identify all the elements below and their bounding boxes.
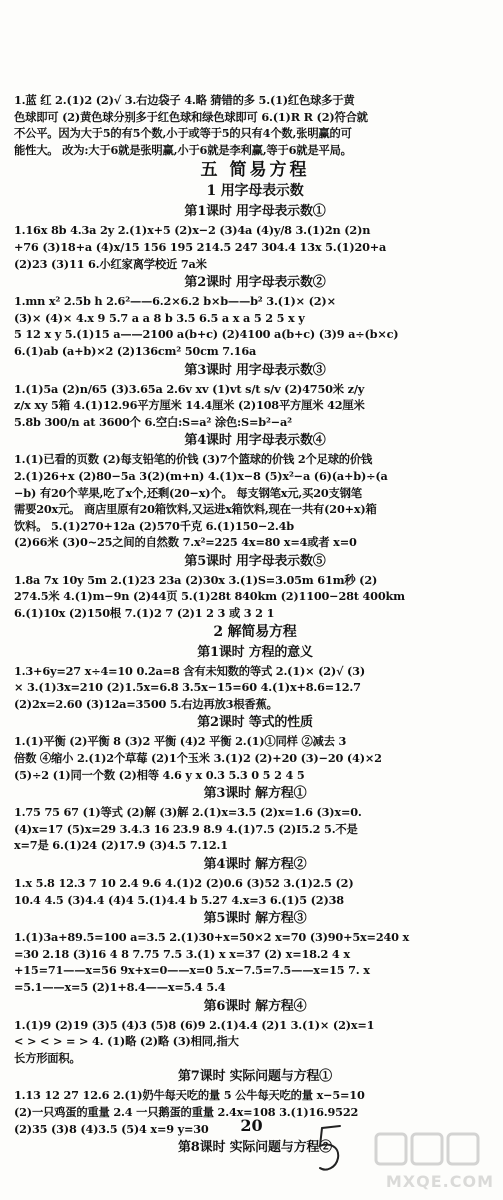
handwritten-mark — [314, 1124, 350, 1178]
answer-line: (2)23 (3)11 6.小红家离学校近 7a米 — [14, 256, 207, 271]
watermark-text: MXQE.COM — [385, 1172, 494, 1191]
lesson-heading: 第5课时 用字母表示数⑤ — [184, 553, 326, 569]
watermark-icon — [370, 1130, 498, 1174]
lesson-heading: 第7课时 实际问题与方程① — [178, 1069, 332, 1085]
answer-line: (5)÷2 (1)同一个数 (2)相等 4.6 y x 0.3 5.3 0 5 2 4 5 — [14, 767, 305, 782]
answer-line: 6.(1)10x (2)150根 7.(1)2 7 (2)1 2 3 或 3 2 1 — [14, 606, 275, 621]
answer-line: 长方形面积。 — [14, 1050, 81, 1065]
answer-line: < > < > = > 4. (1)略 (2)略 (3)相同,指大 — [14, 1034, 239, 1049]
lesson-heading: 第4课时 用字母表示数④ — [184, 433, 326, 449]
answer-line: 倍数 ④缩小 2.(1)2个草莓 (2)1个玉米 3.(1)2 (2)+20 (3)−20 (4)×2 — [14, 751, 382, 766]
lesson-heading: 第1课时 用字母表示数① — [184, 204, 326, 220]
answer-line: z/x xy 5箱 4.(1)12.96平方厘米 14.4厘米 (2)108平方厘米 42厘米 — [14, 398, 365, 413]
answer-line: 1.16x 8b 4.3a 2y 2.(1)x+5 (2)x−2 (3)4a (4)y/8 3.(1)2n (2)n — [14, 223, 371, 238]
answer-line: 1.8a 7x 10y 5m 2.(1)23 23a (2)30x 3.(1)S=3.05m 61m秒 (2) — [14, 572, 378, 587]
answer-line: 1.3+6y=27 x÷4=10 0.2a=8 含有未知数的等式 2.(1)× (2)√ (3) — [14, 663, 365, 678]
answer-line: 1.(1)已看的页数 (2)每支铅笔的价钱 (3)7个篮球的价钱 2个足球的价钱 — [14, 452, 373, 467]
answer-line: 274.5米 4.(1)m−9n (2)44页 5.(1)28t 840km (2)1100−28t 400km — [14, 589, 405, 604]
answer-line: 10.4 4.5 (3)4.4 (4)4 5.(1)4.4 b 5.27 4.x=3 6.(1)5 (2)38 — [14, 892, 344, 907]
watermark-logo — [370, 1130, 498, 1194]
lesson-heading: 第4课时 解方程② — [203, 857, 307, 872]
answer-line: 1.蓝 红 2.(1)2 (2)√ 3.右边袋子 4.略 猜错的多 5.(1)红色球多于黄 — [14, 93, 355, 107]
answer-line: 1.mn x² 2.5b h 2.6²——6.2×6.2 b×b——b² 3.(1)× (2)× — [14, 294, 336, 309]
answer-line: x=7是 6.(1)24 (2)17.9 (3)4.5 7.12.1 — [14, 838, 228, 853]
lesson-heading: 第5课时 解方程③ — [203, 911, 307, 927]
answer-line: 1.(1)5a (2)n/65 (3)3.65a 2.6v xv (1)vt s/t s/v (2)4750米 z/y — [14, 381, 365, 396]
answer-line: 1.(1)9 (2)19 (3)5 (4)3 (5)8 (6)9 2.(1)4.4 (2)1 3.(1)× (2)x=1 — [14, 1017, 375, 1032]
answer-line: (2)一只鸡蛋的重量 2.4 一只鹅蛋的重量 2.4x=108 3.(1)16.9522 — [14, 1104, 359, 1119]
section-heading: 1 用字母表示数 — [206, 183, 304, 200]
answer-line: 2.(1)26+x (2)80−5a 3(2)(m+n) 4.(1)x−8 (5)x²−a (6)(a+b)÷(a — [14, 468, 388, 483]
answer-line: 5 12 x y 5.(1)15 a——2100 a(b+c) (2)4100 a(b+c) (3)9 a÷(b×c) — [14, 327, 399, 342]
answer-line: 色球即可 (2)黄色球分别多于红色球和绿色球即可 6.(1)R R (2)符合就 — [14, 109, 368, 124]
lesson-heading: 第3课时 解方程① — [203, 786, 307, 802]
answer-line: 1.(1)平衡 (2)平衡 8 (3)2 平衡 (4)2 平衡 2.(1)①同样 ②减去 3 — [14, 734, 347, 749]
page-number: 20 — [240, 1116, 263, 1135]
answer-line: 饮料。 5.(1)270+12a (2)570千克 6.(1)150−2.4b — [14, 518, 294, 533]
answer-line: (2)35 (3)8 (4)3.5 (5)4 x=9 y=30 — [14, 1121, 209, 1136]
answer-line: × 3.(1)3x=210 (2)1.5x=6.8 3.5x−15=60 4.(1)x+8.6=12.7 — [14, 680, 361, 695]
answer-line: 5.8b 300/n at 3600个 6.空白:S=a² 涂色:S=b²−a² — [14, 414, 292, 429]
lesson-heading: 第1课时 方程的意义 — [197, 644, 313, 660]
answer-line: (2)66米 (3)0~25之间的自然数 7.x²=225 4x=80 x=4或者 x=0 — [14, 535, 357, 550]
lesson-heading: 第6课时 解方程④ — [203, 998, 307, 1014]
answer-line: 6.(1)ab (a+b)×2 (2)136cm² 50cm 7.16a — [14, 343, 257, 358]
answer-line: +15=71——x=56 9x+x=0——x=0 5.x−7.5=7.5——x=15 7. x — [14, 963, 370, 978]
answer-line: =30 2.18 (3)16 4 8 7.75 7.5 3.(1) x x=37 (2) x=18.2 4 x — [14, 946, 350, 961]
answer-line: 1.13 12 27 12.6 2.(1)奶牛每天吃的量 5 公牛每天吃的量 x−5=10 — [14, 1088, 365, 1103]
answer-line: 不公平。因为大于5的有5个数,小于或等于5的只有4个数,张明赢的可 — [14, 126, 352, 141]
answer-line: 1.x 5.8 12.3 7 10 2.4 9.6 4.(1)2 (2)0.6 (3)52 3.(1)2.5 (2) — [14, 876, 354, 890]
answer-line: −b) 有20个苹果,吃了x个,还剩(20−x)个。 每支钢笔x元,买20支钢笔 — [14, 485, 362, 500]
answer-content — [14, 92, 496, 1158]
answer-line: (2)2x=2.60 (3)12a=3500 5.右边再放3根香蕉。 — [14, 696, 278, 711]
answer-line: 1.75 75 67 (1)等式 (2)解 (3)解 2.(1)x=3.5 (2)x=1.6 (3)x=0. — [14, 805, 362, 820]
answer-line: 1.(1)3a+89.5=100 a=3.5 2.(1)30+x=50×2 x=70 (3)90+5x=240 x — [14, 930, 410, 945]
answer-line: 需要20x元。 商店里原有20箱饮料,又运进x箱饮料,现在一共有(20+x)箱 — [14, 502, 377, 517]
lesson-heading: 第3课时 用字母表示数③ — [184, 362, 326, 378]
lesson-heading: 第8课时 实际问题与方程② — [178, 1140, 332, 1156]
section-heading: 2 解简易方程 — [213, 623, 297, 640]
answer-line: (4)x=17 (5)x=29 3.4.3 16 23.9 8.9 4.(1)7.5 (2)I5.2 5.不是 — [14, 821, 358, 836]
unit-heading: 五 简易方程 — [200, 160, 310, 181]
answer-line: 能性大。 改为:大于6就是张明赢,小于6就是李利赢,等于6就是平局。 — [14, 142, 352, 157]
lesson-heading: 第2课时 用字母表示数② — [184, 275, 326, 291]
answer-line: =5.1——x=5 (2)1+8.4——x=5.4 5.4 — [14, 979, 226, 994]
answer-line: +76 (3)18+a (4)x/15 156 195 214.5 247 304.4 13x 5.(1)20+a — [14, 239, 387, 254]
answer-line: (3)× (4)× 4.x 9 5.7 a a 8 b 3.5 6.5 a x a 5 2 5 x y — [14, 310, 305, 325]
lesson-heading: 第2课时 等式的性质 — [197, 715, 313, 731]
